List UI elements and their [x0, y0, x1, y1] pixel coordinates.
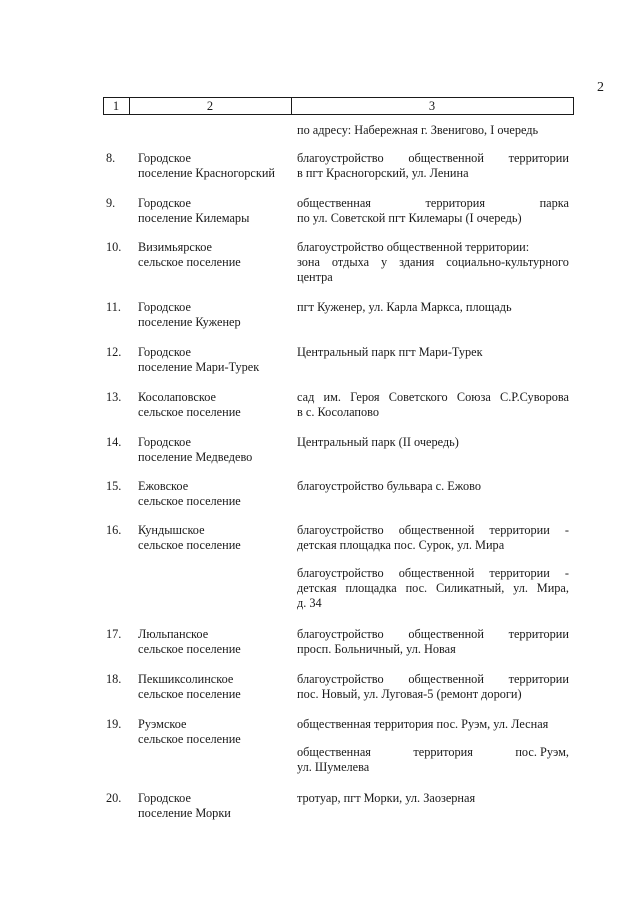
- settlement-name-line: Городское: [138, 345, 191, 359]
- description-word: территории: [508, 627, 569, 641]
- settlement-name-line: поселение Медведево: [138, 450, 253, 464]
- settlement-name: [138, 151, 293, 181]
- settlement-name-line: сельское поселение: [138, 538, 241, 552]
- settlement-name-line: сельское поселение: [138, 255, 241, 269]
- settlement-name-line: Кундышское: [138, 523, 205, 537]
- description-word: пос. Руэм,: [515, 745, 569, 759]
- territory-item: [297, 523, 569, 553]
- description-word: территории: [489, 523, 550, 537]
- row-number: 9.: [106, 196, 116, 210]
- territory-description: [297, 672, 569, 702]
- description-line: в пгт Красногорский, ул. Ленина: [297, 166, 469, 180]
- territory-item: [297, 390, 569, 420]
- description-word: -: [564, 523, 569, 537]
- territory-item: [297, 672, 569, 702]
- description-line: [297, 196, 569, 211]
- territory-item: [297, 717, 569, 732]
- description-word: зона: [297, 255, 320, 269]
- continuation-text: по адресу: Набережная г. Звенигово, I очередь: [297, 123, 539, 137]
- table-header: [103, 97, 574, 115]
- territory-description: [297, 390, 569, 420]
- description-line: Центральный парк пгт Мари-Турек: [297, 345, 483, 359]
- row-number: 20.: [106, 791, 122, 805]
- territory-description: [297, 240, 569, 285]
- description-word: благоустройство: [297, 151, 384, 165]
- settlement-name: [138, 672, 293, 702]
- description-line: пгт Куженер, ул. Карла Маркса, площадь: [297, 300, 512, 314]
- row-number: 17.: [106, 627, 122, 641]
- row-number: 18.: [106, 672, 122, 686]
- settlement-name: [138, 390, 293, 420]
- description-line: общественная территория пос. Руэм, ул. Лесная: [297, 717, 549, 731]
- description-word: детская: [297, 581, 337, 595]
- description-line: благоустройство бульвара с. Ежово: [297, 479, 481, 493]
- description-word: здания: [399, 255, 435, 269]
- description-word: Героя: [350, 390, 380, 404]
- description-word: Мира,: [536, 581, 569, 595]
- description-line: [297, 745, 569, 760]
- description-word: социально-культурного: [446, 255, 569, 269]
- territory-description: [297, 791, 569, 806]
- row-number: 11.: [106, 300, 121, 314]
- description-word: благоустройство: [297, 627, 384, 641]
- settlement-name-line: Пекшиксолинское: [138, 672, 234, 686]
- description-word: благоустройство: [297, 523, 384, 537]
- settlement-name-line: сельское поселение: [138, 642, 241, 656]
- description-word: территория: [425, 196, 485, 210]
- territory-item: [297, 300, 569, 315]
- settlement-name-line: сельское поселение: [138, 405, 241, 419]
- territory-item: [297, 566, 569, 611]
- settlement-name-line: поселение Куженер: [138, 315, 241, 329]
- settlement-name-line: сельское поселение: [138, 687, 241, 701]
- settlement-name-line: Визимьярское: [138, 240, 212, 254]
- territory-description: [297, 435, 569, 450]
- territory-description: [297, 627, 569, 657]
- description-word: С.Р.Суворова: [500, 390, 569, 404]
- description-word: парка: [539, 196, 569, 210]
- description-line: [297, 566, 569, 581]
- description-word: благоустройство: [297, 672, 384, 686]
- description-line: просп. Больничный, ул. Новая: [297, 642, 456, 656]
- settlement-name-line: Косолаповское: [138, 390, 216, 404]
- description-line: [297, 672, 569, 687]
- description-line: детская площадка пос. Сурок, ул. Мира: [297, 538, 505, 552]
- settlement-name: [138, 523, 293, 553]
- row-number: 8.: [106, 151, 116, 165]
- territory-description: [297, 300, 569, 315]
- settlement-name-line: Руэмское: [138, 717, 187, 731]
- description-word: территории: [508, 672, 569, 686]
- description-line: [297, 627, 569, 642]
- row-number: 10.: [106, 240, 122, 254]
- settlement-name-line: Городское: [138, 196, 191, 210]
- description-word: Советского: [388, 390, 448, 404]
- territory-item: [297, 151, 569, 181]
- description-line: тротуар, пгт Морки, ул. Заозерная: [297, 791, 476, 805]
- column-header-1: 1: [112, 99, 120, 113]
- territory-description: [297, 196, 569, 226]
- settlement-name: [138, 479, 293, 509]
- row-number: 12.: [106, 345, 122, 359]
- description-word: Силикатный,: [435, 581, 505, 595]
- territory-description: [297, 717, 569, 775]
- description-line: благоустройство общественной территории:: [297, 240, 530, 254]
- settlement-name: [138, 196, 293, 226]
- description-line: в с. Косолапово: [297, 405, 380, 419]
- settlement-name-line: Городское: [138, 435, 191, 449]
- territory-item: [297, 479, 569, 494]
- settlement-name: [138, 791, 293, 821]
- settlement-name-line: поселение Мари-Турек: [138, 360, 260, 374]
- description-word: благоустройство: [297, 566, 384, 580]
- territory-description: [297, 345, 569, 360]
- description-line: [297, 523, 569, 538]
- description-line: центра: [297, 270, 333, 284]
- description-word: территории: [489, 566, 550, 580]
- description-word: территория: [413, 745, 473, 759]
- row-number: 16.: [106, 523, 122, 537]
- settlement-name: [138, 345, 293, 375]
- description-line: пос. Новый, ул. Луговая-5 (ремонт дороги): [297, 687, 522, 701]
- row-number: 13.: [106, 390, 122, 404]
- settlement-name-line: сельское поселение: [138, 494, 241, 508]
- settlement-name-line: сельское поселение: [138, 732, 241, 746]
- description-word: площадка: [345, 581, 397, 595]
- page-number: 2: [597, 80, 604, 95]
- settlement-name-line: Городское: [138, 151, 191, 165]
- row-number: 14.: [106, 435, 122, 449]
- description-line: [297, 255, 569, 270]
- settlement-name: [138, 435, 293, 465]
- description-word: пос.: [405, 581, 428, 595]
- description-line: [297, 151, 569, 166]
- settlement-name-line: поселение Килемары: [138, 211, 250, 225]
- description-word: -: [564, 566, 569, 580]
- settlement-name-line: Городское: [138, 300, 191, 314]
- settlement-name-line: поселение Красногорский: [138, 166, 276, 180]
- settlement-name-line: поселение Морки: [138, 806, 231, 820]
- territory-item: [297, 791, 569, 806]
- settlement-name: [138, 240, 293, 270]
- description-word: общественная: [297, 745, 371, 759]
- description-word: общественной: [408, 672, 484, 686]
- description-word: у: [381, 255, 388, 269]
- description-word: общественной: [398, 523, 475, 537]
- column-header-3: 3: [428, 99, 436, 113]
- description-line: [297, 390, 569, 405]
- settlement-name: [138, 717, 293, 747]
- description-word: общественная: [297, 196, 371, 210]
- description-word: общественной: [398, 566, 475, 580]
- description-word: Союза: [456, 390, 491, 404]
- description-word: ул.: [513, 581, 528, 595]
- territory-item: [297, 745, 569, 775]
- territory-description: [297, 523, 569, 611]
- settlement-name-line: Ежовское: [138, 479, 189, 493]
- description-line: Центральный парк (II очередь): [297, 435, 459, 449]
- description-line: [297, 581, 569, 596]
- description-line: д. 34: [297, 596, 322, 610]
- settlement-name-line: Люльпанское: [138, 627, 209, 641]
- description-word: общественной: [408, 627, 484, 641]
- settlement-name: [138, 300, 293, 330]
- settlement-name-line: Городское: [138, 791, 191, 805]
- territory-description: [297, 151, 569, 181]
- territory-item: [297, 627, 569, 657]
- description-word: общественной: [408, 151, 484, 165]
- description-word: сад: [297, 390, 315, 404]
- description-line: по ул. Советской пгт Килемары (I очередь): [297, 211, 522, 225]
- row-number: 15.: [106, 479, 122, 493]
- territory-item: [297, 196, 569, 226]
- description-word: территории: [508, 151, 569, 165]
- row-number: 19.: [106, 717, 122, 731]
- territory-item: [297, 345, 569, 360]
- territory-item: [297, 435, 569, 450]
- description-line: ул. Шумелева: [297, 760, 370, 774]
- territory-description: [297, 479, 569, 494]
- settlement-name: [138, 627, 293, 657]
- description-word: отдыха: [331, 255, 370, 269]
- column-header-2: 2: [206, 99, 214, 113]
- description-word: им.: [323, 390, 341, 404]
- territory-item: [297, 240, 569, 285]
